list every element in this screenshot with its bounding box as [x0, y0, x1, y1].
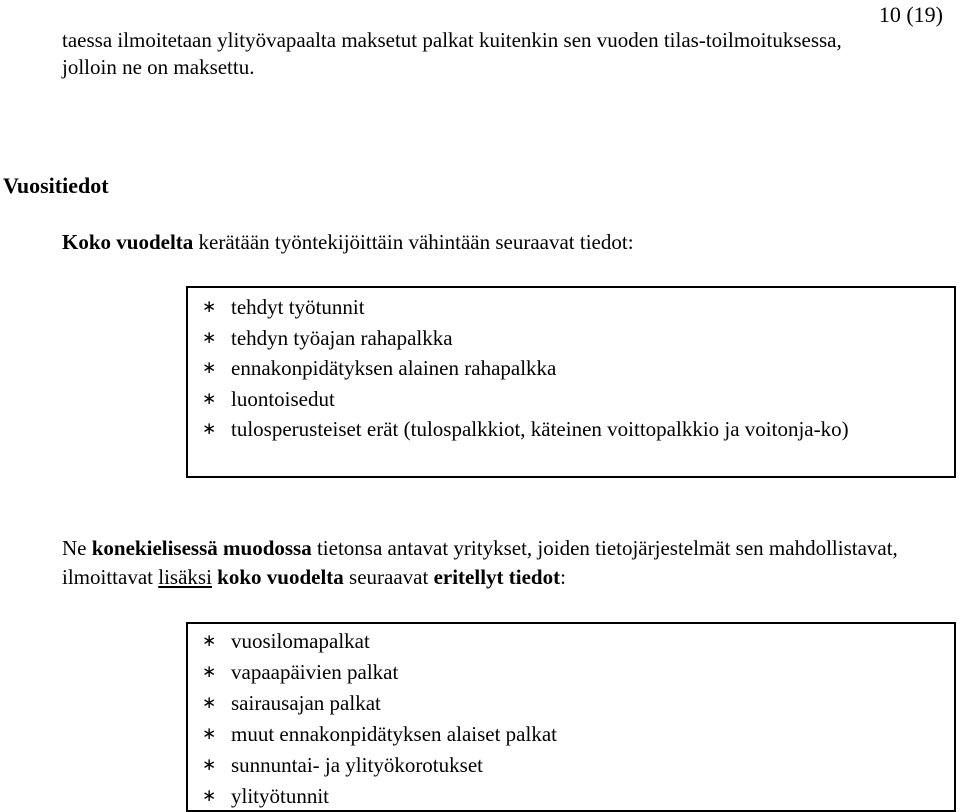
asterisk-icon: ∗	[202, 693, 217, 713]
intro-paragraph: taessa ilmoitetaan ylityövapaalta maksetut palkat kuitenkin sen vuoden tilas-toilmoituksessa, jolloin ne on maksettu.	[62, 28, 842, 79]
list-item	[202, 719, 944, 750]
list-item-label: ylityötunnit	[231, 784, 330, 808]
para-text: Ne	[62, 536, 92, 560]
annual-data-box	[186, 286, 956, 478]
list-item	[202, 353, 944, 384]
section-heading: Vuositiedot	[3, 173, 109, 198]
para-underline: lisäksi	[158, 565, 212, 589]
asterisk-icon: ∗	[202, 786, 217, 806]
list-item-label: tulosperusteiset erät (tulospalkkiot, käteinen voittopalkkio ja voitonja-ko)	[231, 417, 849, 441]
para-bold: konekielisessä muodossa	[91, 536, 312, 560]
para-text: seuraavat	[343, 565, 434, 589]
list-item-label: vapaapäivien palkat	[231, 660, 399, 684]
list-item-label: ennakonpidätyksen alainen rahapalkka	[231, 356, 557, 380]
asterisk-icon: ∗	[202, 327, 217, 348]
list-item-label: tehdyt työtunnit	[231, 295, 365, 319]
list-item	[202, 384, 944, 415]
list-item-label: vuosilomapalkat	[231, 629, 370, 653]
lead-bold: Koko vuodelta	[62, 230, 194, 254]
list-item-label: muut ennakonpidätyksen alaiset palkat	[231, 722, 557, 746]
lead-text: kerätään työntekijöittäin vähintään seuraavat tiedot:	[193, 230, 634, 254]
list-item	[202, 292, 944, 323]
para-bold: eritellyt tiedot	[433, 565, 561, 589]
asterisk-icon: ∗	[202, 388, 217, 409]
list-item	[202, 688, 944, 719]
lead-paragraph	[62, 229, 634, 256]
list-item-label: luontoisedut	[231, 386, 335, 411]
para-text: tietonsa antavat yritykset, joiden tietojärjestelmät sen mahdollistavat, ilmoittavat	[62, 536, 898, 589]
para-bold: koko vuodelta	[217, 565, 344, 589]
list-item-label: sairausajan palkat	[231, 691, 381, 715]
asterisk-icon: ∗	[202, 724, 217, 744]
itemized-data-list	[202, 626, 944, 812]
list-item	[202, 781, 944, 812]
page-number: 10 (19)	[878, 2, 943, 27]
asterisk-icon: ∗	[202, 755, 217, 775]
itemized-data-box	[186, 622, 956, 812]
para-text: :	[560, 565, 566, 589]
asterisk-icon: ∗	[202, 631, 217, 651]
asterisk-icon: ∗	[202, 297, 217, 317]
list-item	[202, 626, 944, 657]
list-item	[202, 414, 944, 445]
list-item	[202, 657, 944, 688]
machine-readable-paragraph	[62, 534, 942, 592]
annual-data-list	[202, 292, 944, 445]
asterisk-icon: ∗	[202, 662, 217, 682]
list-item-label: tehdyn työajan rahapalkka	[231, 325, 453, 350]
list-item	[202, 323, 944, 354]
list-item-label: sunnuntai- ja ylityökorotukset	[231, 753, 483, 777]
list-item	[202, 750, 944, 781]
asterisk-icon: ∗	[202, 419, 217, 439]
asterisk-icon: ∗	[202, 358, 217, 378]
